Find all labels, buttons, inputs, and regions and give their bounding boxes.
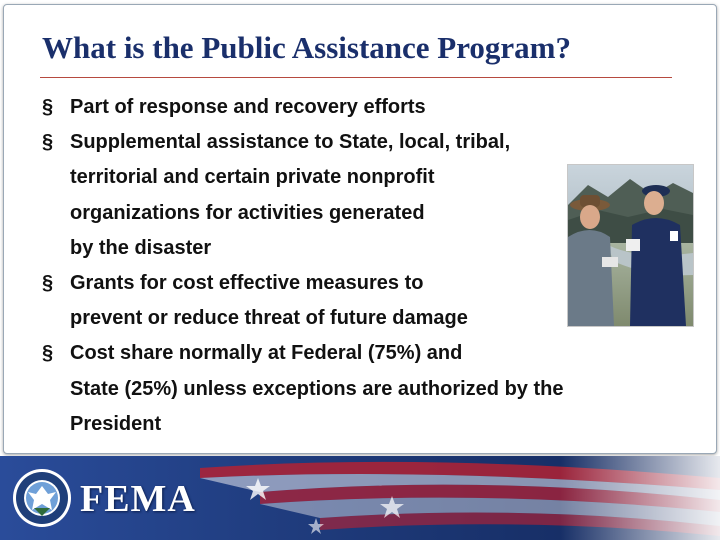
bullet-text: prevent or reduce threat of future damage xyxy=(70,307,468,330)
bullet-text: by the disaster xyxy=(70,236,212,259)
bullet-item xyxy=(42,336,682,442)
fema-logo-text: FEMA xyxy=(80,478,196,520)
title-divider xyxy=(40,77,672,78)
bullet-text: President xyxy=(70,412,162,435)
inspectors-photo xyxy=(567,164,694,327)
bullet-text: § Cost share normally at Federal (75%) and xyxy=(70,342,463,365)
dhs-seal-icon xyxy=(12,468,72,528)
bullet-text: territorial and certain private nonprofit xyxy=(70,166,435,189)
bullet-text: § Supplemental assistance to State, local, tribal, xyxy=(70,131,511,154)
bullet-text: organizations for activities generated xyxy=(70,201,425,224)
bullet-text: § Part of response and recovery efforts xyxy=(70,96,426,118)
slide-title: What is the Public Assistance Program? xyxy=(42,30,571,65)
bullet-text: § Grants for cost effective measures to xyxy=(70,271,424,294)
bullet-text: State (25%) unless exceptions are authorized by the xyxy=(70,377,564,400)
bullet-item xyxy=(42,90,682,125)
